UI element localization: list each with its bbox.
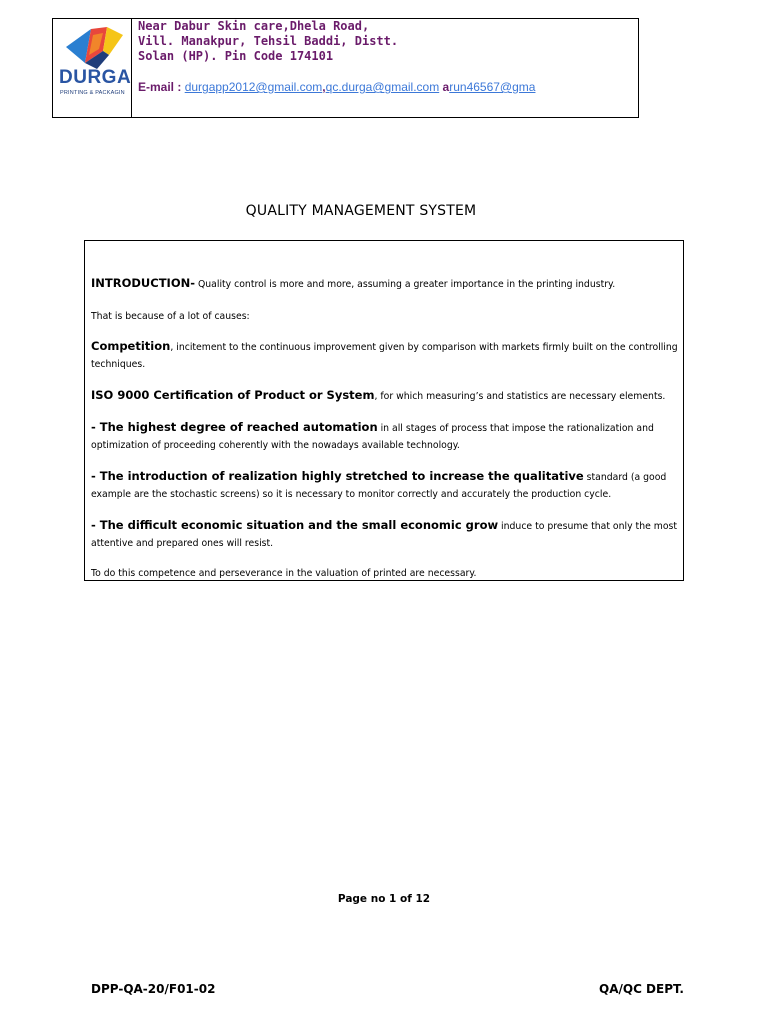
address-line: Solan (HP). Pin Code 174101: [138, 49, 334, 63]
paragraph-lead: INTRODUCTION-: [91, 276, 195, 290]
letterhead: [52, 18, 639, 118]
paragraph-lead: ISO 9000 Certification of Product or System: [91, 388, 375, 402]
paragraph-lead: - The difficult economic situation and the small economic grow: [91, 518, 499, 532]
paragraph-text: , for which measuring’s and statistics are necessary elements.: [374, 391, 666, 402]
company-address: [138, 19, 633, 64]
paragraph: [91, 307, 679, 325]
paragraph-lead: Competition: [91, 339, 171, 353]
paragraph-text: induce to presume that only the most attentive and prepared ones will resist.: [91, 521, 677, 549]
page-number: Page no 1 of 12: [337, 893, 431, 905]
paragraph-text: in all stages of process that impose the rationalization and optimization of proceeding coherently with the nowadays available technology.: [91, 423, 654, 451]
paragraph: [91, 564, 679, 582]
address-line: Near Dabur Skin care,Dhela Road,: [138, 19, 370, 33]
paragraph-text: standard (a good example are the stochastic screens) so it is necessary to monitor correctly and accurately the production cycle.: [91, 472, 667, 500]
logo-graphic: [63, 25, 125, 69]
paragraph-lead: - The highest degree of reached automation: [91, 420, 378, 434]
email-line: [138, 80, 535, 94]
email-separator: a: [439, 80, 450, 94]
logo-subtitle: PRINTING & PACKAGIN: [60, 90, 125, 96]
paragraph-text: That is because of a lot of causes:: [91, 311, 250, 322]
logo-wordmark: DURGA: [59, 67, 132, 88]
paragraph: [91, 338, 679, 373]
paragraph-text: To do this competence and perseverance in the valuation of printed are necessary.: [91, 568, 477, 579]
company-logo: [53, 19, 132, 117]
paragraph: [91, 468, 679, 503]
address-line: Vill. Manakpur, Tehsil Baddi, Distt.: [138, 34, 399, 48]
paragraph-lead: - The introduction of realization highly stretched to increase the qualitative: [91, 469, 584, 483]
paragraph: [91, 517, 679, 552]
paragraph-text: , incitement to the continuous improvement given by comparison with markets firmly built on the controlling techniques.: [91, 342, 678, 370]
paragraph-text: Quality control is more and more, assuming a greater importance in the printing industry.: [195, 279, 616, 290]
email-separator: ,: [322, 80, 326, 94]
email-link[interactable]: durgapp2012@gmail.com: [184, 80, 323, 94]
department-label: QA/QC DEPT.: [599, 982, 684, 996]
email-link[interactable]: qc.durga@gmail.com: [325, 80, 440, 94]
introduction-box: [84, 240, 684, 581]
paragraph: [91, 387, 679, 405]
paragraph: [91, 275, 679, 293]
email-link[interactable]: run46567@gma: [449, 80, 536, 94]
document-code: DPP-QA-20/F01-02: [91, 982, 216, 996]
email-label: E-mail :: [138, 80, 182, 94]
document-title: QUALITY MANAGEMENT SYSTEM: [245, 203, 477, 219]
paragraph: [91, 419, 679, 454]
